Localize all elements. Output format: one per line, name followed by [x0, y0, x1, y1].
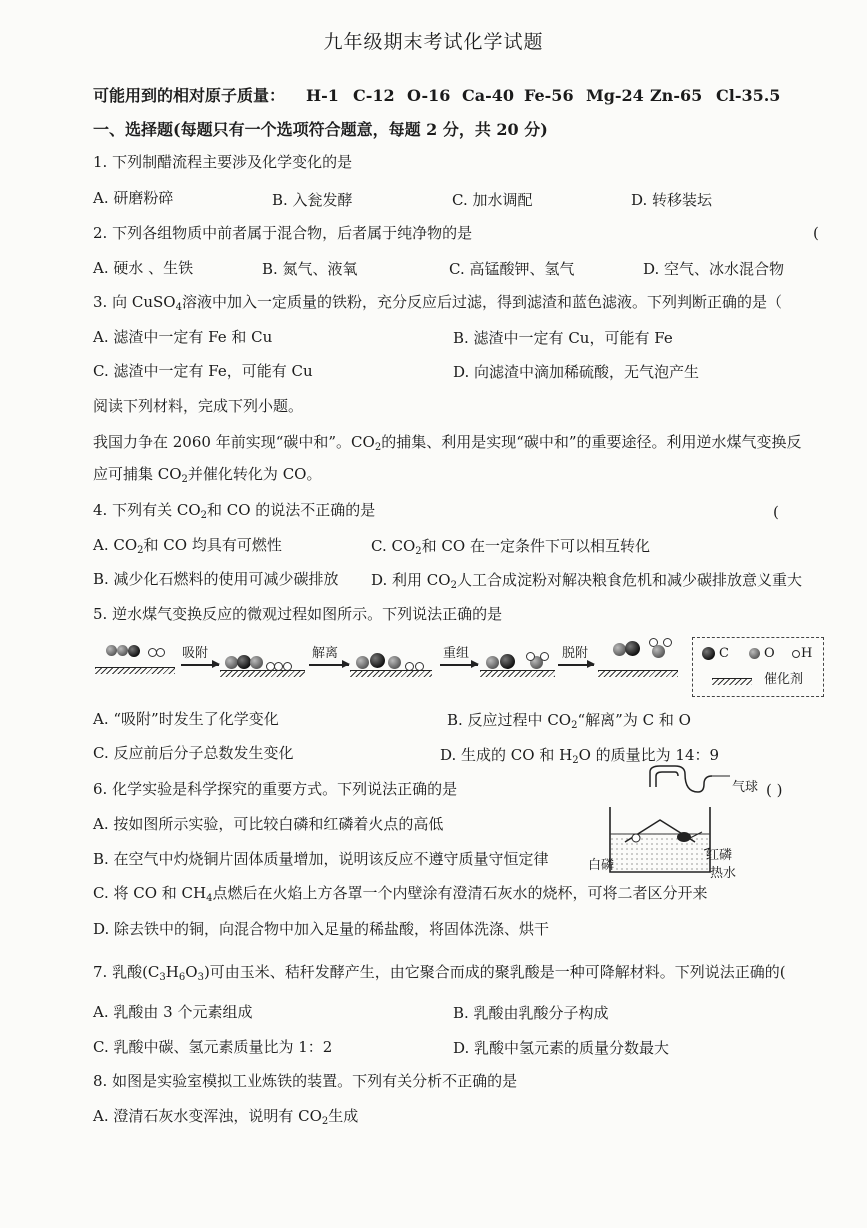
diagram-oxygen-atom [652, 645, 665, 658]
diagram-oxygen-atom [486, 656, 499, 669]
q2-answer-paren: ( [813, 224, 819, 242]
diagram-catalyst-surface [220, 670, 305, 677]
q4-stem-part2: 和 CO 的说法不正确的是 [207, 501, 376, 519]
diagram-oxygen-atom [356, 656, 369, 669]
q5-option-d-part1: D. 生成的 CO 和 H [440, 746, 573, 764]
q4-option-d-subscript: 2 [450, 580, 457, 591]
reading-intro: 阅读下列材料，完成下列小题。 [93, 397, 304, 415]
diagram-oxygen-atom [613, 643, 626, 656]
q6-option-b: B. 在空气中灼烧铜片固体质量增加，说明该反应不遵守质量守恒定律 [93, 850, 549, 868]
q1-stem: 1. 下列制醋流程主要涉及化学变化的是 [93, 153, 353, 171]
q4-option-c-part2: 和 CO 在一定条件下可以相互转化 [421, 537, 650, 555]
q7-stem-part1: 7. 乳酸(C [93, 963, 160, 981]
legend-carbon-icon [702, 647, 715, 660]
q4-option-c-subscript: 2 [415, 546, 422, 557]
q4-stem [93, 500, 375, 526]
tube-balloon-outline [650, 766, 712, 792]
red-phosphorus-label: 红磷 [706, 848, 733, 863]
q6-answer-paren: ( ) [766, 781, 783, 799]
legend-catalyst-label: 催化剂 [764, 672, 804, 687]
q3-stem [93, 292, 782, 318]
diagram-arrow [309, 664, 349, 666]
diagram-carbon-atom [128, 645, 140, 657]
q1-option-a: A. 研磨粉碎 [93, 189, 174, 207]
q7-option-c: C. 乳酸中碳、氢元素质量比为 1：2 [93, 1038, 333, 1056]
q5-option-d-subscript: 2 [572, 755, 579, 766]
q7-sub-o: 3 [197, 972, 204, 983]
diagram-carbon-atom [237, 655, 251, 669]
q6-option-c [93, 883, 708, 909]
reading-paragraph-line1 [93, 432, 802, 458]
page-title: 九年级期末考试化学试题 [323, 31, 544, 53]
q4-option-d-part1: D. 利用 CO [371, 571, 451, 589]
q1-option-d: D. 转移装坛 [631, 191, 713, 209]
q3-stem-part2: 溶液中加入一定质量的铁粉，充分反应后过滤，得到滤渣和蓝色滤液。下列判断正确的是（ [181, 293, 782, 311]
q7-stem-part4: )可由玉米、秸秆发酵产生，由它聚合而成的聚乳酸是一种可降解材料。下列说法正确的( [203, 963, 786, 981]
diagram-carbon-atom [500, 654, 515, 669]
step-label-recombine: 重组 [443, 646, 470, 661]
q4-option-a [93, 535, 282, 561]
diagram-arrow [558, 664, 594, 666]
hot-water-label: 热水 [710, 866, 737, 881]
diagram-carbon-atom [625, 641, 640, 656]
q5-option-d-part2: O 的质量比为 14：9 [578, 746, 720, 764]
q4-option-b: B. 减少化石燃料的使用可减少碳排放 [93, 570, 339, 588]
q3-option-d: D. 向滤渣中滴加稀硫酸，无气泡产生 [453, 363, 700, 381]
diagram-catalyst-surface [95, 667, 175, 674]
step-label-adsorb: 吸附 [182, 646, 209, 661]
q3-stem-part1: 3. 向 CuSO [93, 293, 176, 311]
diagram-hydrogen-atom [540, 652, 549, 661]
q5-option-c: C. 反应前后分子总数发生变化 [93, 744, 294, 762]
atomic-mass-fe: Fe-56 [524, 86, 574, 105]
reading-text-2a: 应可捕集 CO [93, 465, 182, 483]
q8-stem: 8. 如图是实验室模拟工业炼铁的装置。下列有关分析不正确的是 [93, 1072, 518, 1090]
diagram-hydrogen-atom [526, 652, 535, 661]
q5-stem: 5. 逆水煤气变换反应的微观过程如图所示。下列说法正确的是 [93, 605, 503, 623]
q4-stem-subscript: 2 [200, 510, 207, 521]
q5-option-b-part2: “解离”为 C 和 O [577, 711, 691, 729]
q2-option-b: B. 氮气、液氧 [262, 260, 358, 278]
white-phosphorus-icon [632, 834, 640, 842]
atomic-mass-label: 可能用到的相对原子质量： [93, 86, 286, 105]
diagram-catalyst-surface [350, 670, 432, 677]
legend-hydrogen-label: H [801, 646, 813, 661]
q6-option-a: A. 按如图所示实验，可比较白磷和红磷着火点的高低 [93, 815, 444, 833]
atomic-mass-c: C-12 [353, 86, 395, 105]
legend-oxygen-label: O [764, 646, 775, 661]
q4-option-c [371, 536, 650, 562]
q5-option-b-subscript: 2 [571, 720, 578, 731]
reading-text-1b: 的捕集、利用是实现“碳中和”的重要途径。利用逆水煤气变换反 [381, 433, 802, 451]
q7-sub-h: 6 [178, 972, 186, 983]
balloon-label: 气球 [732, 780, 759, 795]
q4-option-a-part1: A. CO [93, 536, 138, 554]
q5-option-a: A. “吸附”时发生了化学变化 [93, 710, 279, 728]
q6-option-c-part2: 点燃后在火焰上方各罩一个内壁涂有澄清石灰水的烧杯，可将二者区分开来 [212, 884, 708, 902]
atomic-mass-cl: Cl-35.5 [716, 86, 781, 105]
q3-option-b: B. 滤渣中一定有 Cu，可能有 Fe [453, 329, 673, 347]
q2-option-d: D. 空气、冰水混合物 [643, 260, 785, 278]
q7-option-d: D. 乳酸中氢元素的质量分数最大 [453, 1039, 670, 1057]
q8-option-a-part2: 生成 [328, 1107, 359, 1125]
q6-option-d: D. 除去铁中的铜，向混合物中加入足量的稀盐酸，将固体洗涤、烘干 [93, 920, 550, 938]
q7-stem-part2: H [165, 963, 179, 981]
red-phosphorus-icon [677, 832, 691, 842]
q6-option-c-subscript: 4 [206, 893, 213, 904]
reading-sub-2: 2 [181, 474, 188, 485]
q7-stem [93, 962, 786, 988]
q4-option-a-part2: 和 CO 均具有可燃性 [143, 536, 282, 554]
atomic-mass-ca: Ca-40 [462, 86, 515, 105]
q4-option-a-subscript: 2 [137, 545, 144, 556]
diagram-catalyst-surface [598, 670, 678, 677]
q4-answer-paren: ( [773, 503, 779, 521]
reading-text-1a: 我国力争在 2060 年前实现“碳中和”。CO [93, 433, 375, 451]
q2-option-c: C. 高锰酸钾、氢气 [449, 260, 575, 278]
legend-catalyst-icon [712, 678, 752, 685]
legend-oxygen-icon [749, 648, 760, 659]
q7-option-b: B. 乳酸由乳酸分子构成 [453, 1004, 609, 1022]
atomic-mass-mg: Mg-24 [586, 86, 644, 105]
q8-option-a-part1: A. 澄清石灰水变浑浊，说明有 CO [93, 1107, 322, 1125]
diagram-oxygen-atom [117, 645, 128, 656]
q5-option-b [447, 710, 691, 736]
q2-option-a: A. 硬水 、生铁 [93, 259, 194, 277]
tube-inner-outline [656, 772, 678, 787]
q6-option-c-part1: C. 将 CO 和 CH [93, 884, 207, 902]
diagram-oxygen-atom [388, 656, 401, 669]
atomic-mass-o: O-16 [407, 86, 451, 105]
white-phosphorus-label: 白磷 [588, 858, 615, 873]
diagram-hydrogen-atom [663, 638, 672, 647]
step-label-dissociate: 解离 [312, 646, 339, 661]
q4-option-d-part2: 人工合成淀粉对解决粮食危机和减少碳排放意义重大 [456, 571, 802, 589]
q1-option-b: B. 入瓮发酵 [272, 191, 353, 209]
q7-sub-c: 3 [159, 972, 166, 983]
q2-stem: 2. 下列各组物质中前者属于混合物，后者属于纯净物的是 [93, 224, 473, 242]
q7-stem-part3: O [185, 963, 198, 981]
diagram-hydrogen-atom [156, 648, 165, 657]
q1-option-c: C. 加水调配 [452, 191, 533, 209]
reading-sub-1: 2 [374, 442, 382, 453]
section-heading: 一、选择题(每题只有一个选项符合题意，每题 2 分，共 20 分) [93, 120, 548, 139]
hot-water [611, 834, 709, 871]
q8-option-a-subscript: 2 [321, 1116, 329, 1127]
diagram-catalyst-surface [480, 670, 555, 677]
diagram-oxygen-atom [106, 645, 117, 656]
legend-carbon-label: C [719, 646, 729, 661]
atomic-mass-zn: Zn-65 [650, 86, 703, 105]
q7-option-a: A. 乳酸由 3 个元素组成 [93, 1003, 253, 1021]
atomic-mass-h: H-1 [306, 86, 339, 105]
q6-stem: 6. 化学实验是科学探究的重要方式。下列说法正确的是 [93, 780, 458, 798]
legend-hydrogen-icon [792, 650, 800, 658]
q3-stem-subscript: 4 [175, 302, 182, 313]
reading-paragraph-line2 [93, 464, 321, 490]
reading-text-2b: 并催化转化为 CO。 [187, 465, 322, 483]
diagram-arrow [181, 664, 219, 666]
diagram-arrow [440, 664, 478, 666]
diagram-carbon-atom [370, 653, 385, 668]
q4-stem-part1: 4. 下列有关 CO [93, 501, 201, 519]
q3-option-c: C. 滤渣中一定有 Fe，可能有 Cu [93, 362, 313, 380]
diagram-oxygen-atom [250, 656, 263, 669]
q8-option-a [93, 1106, 358, 1132]
q3-option-a: A. 滤渣中一定有 Fe 和 Cu [93, 328, 273, 346]
q5-option-b-part1: B. 反应过程中 CO [447, 711, 572, 729]
q4-option-c-part1: C. CO [371, 537, 416, 555]
q4-option-d [371, 570, 802, 596]
step-label-desorb: 脱附 [562, 646, 589, 661]
